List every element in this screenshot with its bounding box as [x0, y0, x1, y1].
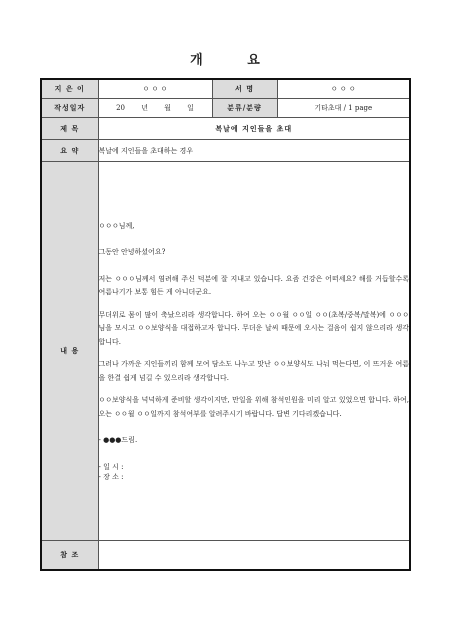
- content-body: [98, 162, 410, 541]
- subject-value: 복날에 지인들을 초대: [98, 118, 410, 140]
- reference-label: 참 조: [41, 541, 98, 571]
- letter-paragraph-2: 무더위로 몸이 많이 축났으리라 생각합니다. 하여 오는 ㅇㅇ월 ㅇㅇ일 ㅇㅇ(초복/중복/말복)에 ㅇㅇㅇ님을 모시고 ㅇㅇ보양식을 대접하고자 합니다. 무더운 날씨 때문에 오시는 걸음이 쉽지 않으리라 생각합니다.: [98, 310, 409, 346]
- category-label: 분류/분량: [212, 99, 277, 118]
- event-place-line: - 장 소 :: [98, 473, 124, 482]
- subject-label: 제 목: [41, 118, 98, 140]
- summary-label: 요 약: [41, 140, 98, 162]
- letter-paragraph-1: 저는 ㅇㅇㅇ님께서 염려해 주신 덕분에 잘 지내고 있습니다. 요즘 건강은 어떠세요? 해를 거듭할수록 여름나기가 보통 힘든 게 아니더군요.: [98, 274, 409, 297]
- overview-table: [40, 78, 411, 571]
- sender-prefix: -: [98, 436, 104, 445]
- summary-value: 복날에 지인들을 초대하는 경우: [98, 140, 410, 162]
- sender-name: ●●●: [103, 435, 122, 445]
- content-label: 내 용: [41, 162, 98, 541]
- signature-label: 서 명: [212, 79, 277, 99]
- letter-paragraph-4: ㅇㅇ보양식을 넉넉하게 준비할 생각이지만, 만일을 위해 참석인원을 미리 알고 있었으면 합니다. 하여, 오는 ㅇㅇ월 ㅇㅇ일까지 참석여부를 알려주시기 바랍니다. 답변 기다리겠습니다.: [98, 396, 409, 418]
- sender-suffix: 드림.: [121, 436, 138, 445]
- signature-value: ㅇ ㅇ ㅇ: [277, 79, 410, 99]
- date-label: 작성일자: [41, 99, 98, 118]
- author-value: ㅇ ㅇ ㅇ: [98, 79, 212, 99]
- category-value: 기타초대 / 1 page: [277, 99, 410, 118]
- author-label: 지 은 이: [41, 79, 98, 99]
- event-date-line: - 일 시 :: [98, 463, 124, 472]
- letter-paragraph-3: 그러나 가까운 지인들끼리 함께 모여 담소도 나누고 맛난 ㅇㅇ보양식도 나눠 먹는다면, 이 뜨거운 여름을 한결 쉽게 넘길 수 있으리라 생각합니다.: [98, 360, 409, 382]
- date-value: 20 년 월 일: [98, 99, 212, 118]
- page-title: 개 요: [190, 53, 280, 68]
- letter-sender: [99, 433, 410, 447]
- letter-salutation: ㅇㅇㅇ님께,: [98, 221, 135, 230]
- reference-value: [98, 541, 410, 571]
- letter-greeting: 그동안 안녕하셨어요?: [98, 248, 166, 257]
